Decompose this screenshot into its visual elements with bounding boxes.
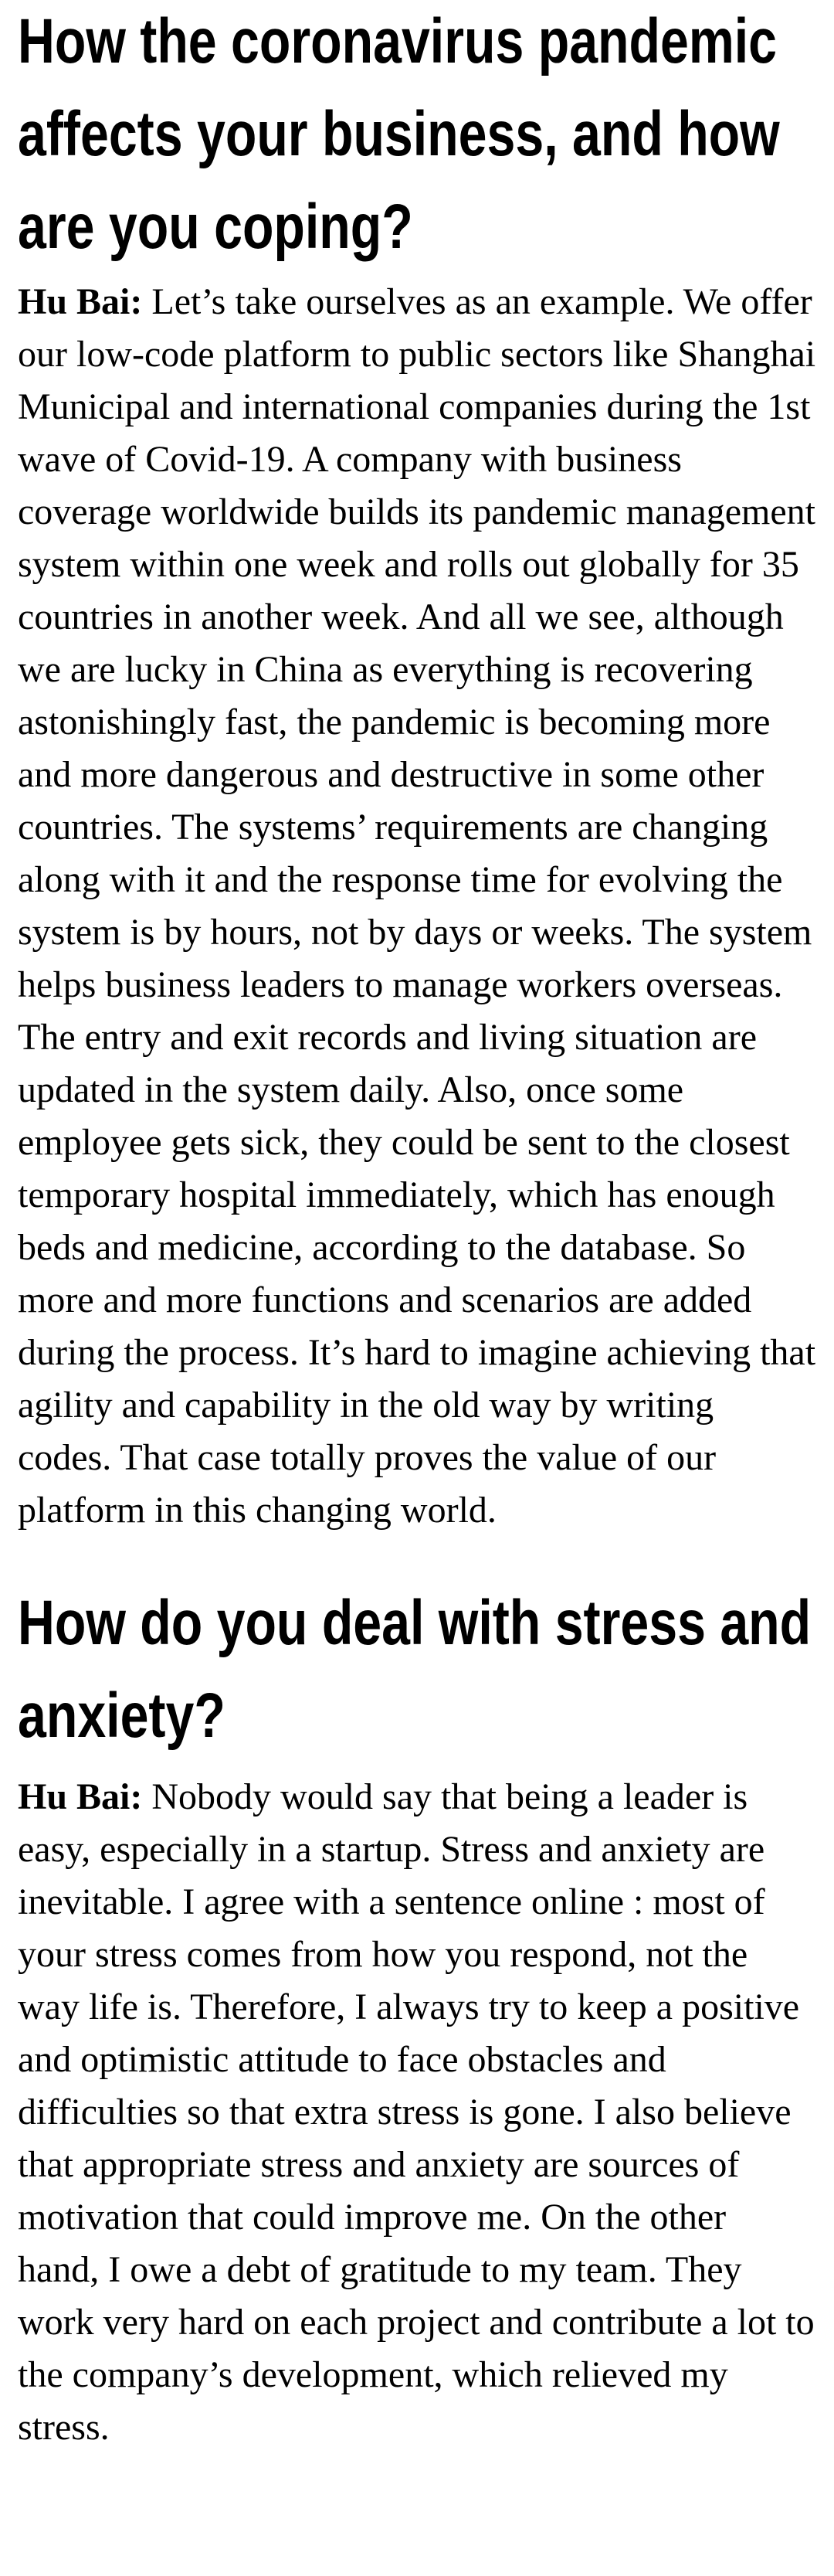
- section-heading-stress-text: How do you deal with stress and anxiety?: [18, 1588, 812, 1751]
- paragraph-text: Let’s take ourselves as an example. We offer our low-code platform to public sectors like Shanghai Municipal and international companies during the 1st wave of Covid-19. A company with business coverage worldwide builds its pandemic management system within one week and rolls out globally for 35 countries in another week. And all we see, although we are lucky in China as everything is recovering astonishingly fast, the pandemic is becoming more and more dangerous and destructive in some other countries. The systems’ requirements are changing along with it and the response time for evolving the system is by hours, not by days or weeks. The system helps business leaders to manage workers overseas. The entry and exit records and living situation are updated in the system daily. Also, once some employee gets sick, they could be sent to the closest temporary hospital immediately, which has enough beds and medicine, according to the database. So more and more functions and scenarios are added during the process. It’s hard to imagine achieving that agility and capability in the old way by writing codes. That case totally proves the value of our platform in this changing world.: [18, 281, 816, 1531]
- section-heading-pandemic: [18, 0, 816, 274]
- section-heading-stress: [18, 1577, 816, 1762]
- section-paragraph-stress: [18, 1771, 816, 2454]
- section-paragraph-pandemic: [18, 276, 816, 1537]
- speaker-label: Hu Bai:: [18, 281, 143, 322]
- section-heading-pandemic-text: How the coronavirus pandemic affects your business, and how are you coping?: [18, 6, 780, 262]
- interview-article: [18, 0, 816, 2454]
- speaker-label: Hu Bai:: [18, 1776, 143, 1817]
- article-section-pandemic: [18, 0, 816, 1537]
- article-section-stress: [18, 1577, 816, 2454]
- paragraph-text: Nobody would say that being a leader is easy, especially in a startup. Stress and anxiety are inevitable. I agree with a sentence online : most of your stress comes from how you respond, not the way life is. Therefore, I always try to keep a positive and optimistic attitude to face obstacles and difficulties so that extra stress is gone. I also believe that appropriate stress and anxiety are sources of motivation that could improve me. On the other hand, I owe a debt of gratitude to my team. They work very hard on each project and contribute a lot to the company’s development, which relieved my stress.: [18, 1776, 815, 2448]
